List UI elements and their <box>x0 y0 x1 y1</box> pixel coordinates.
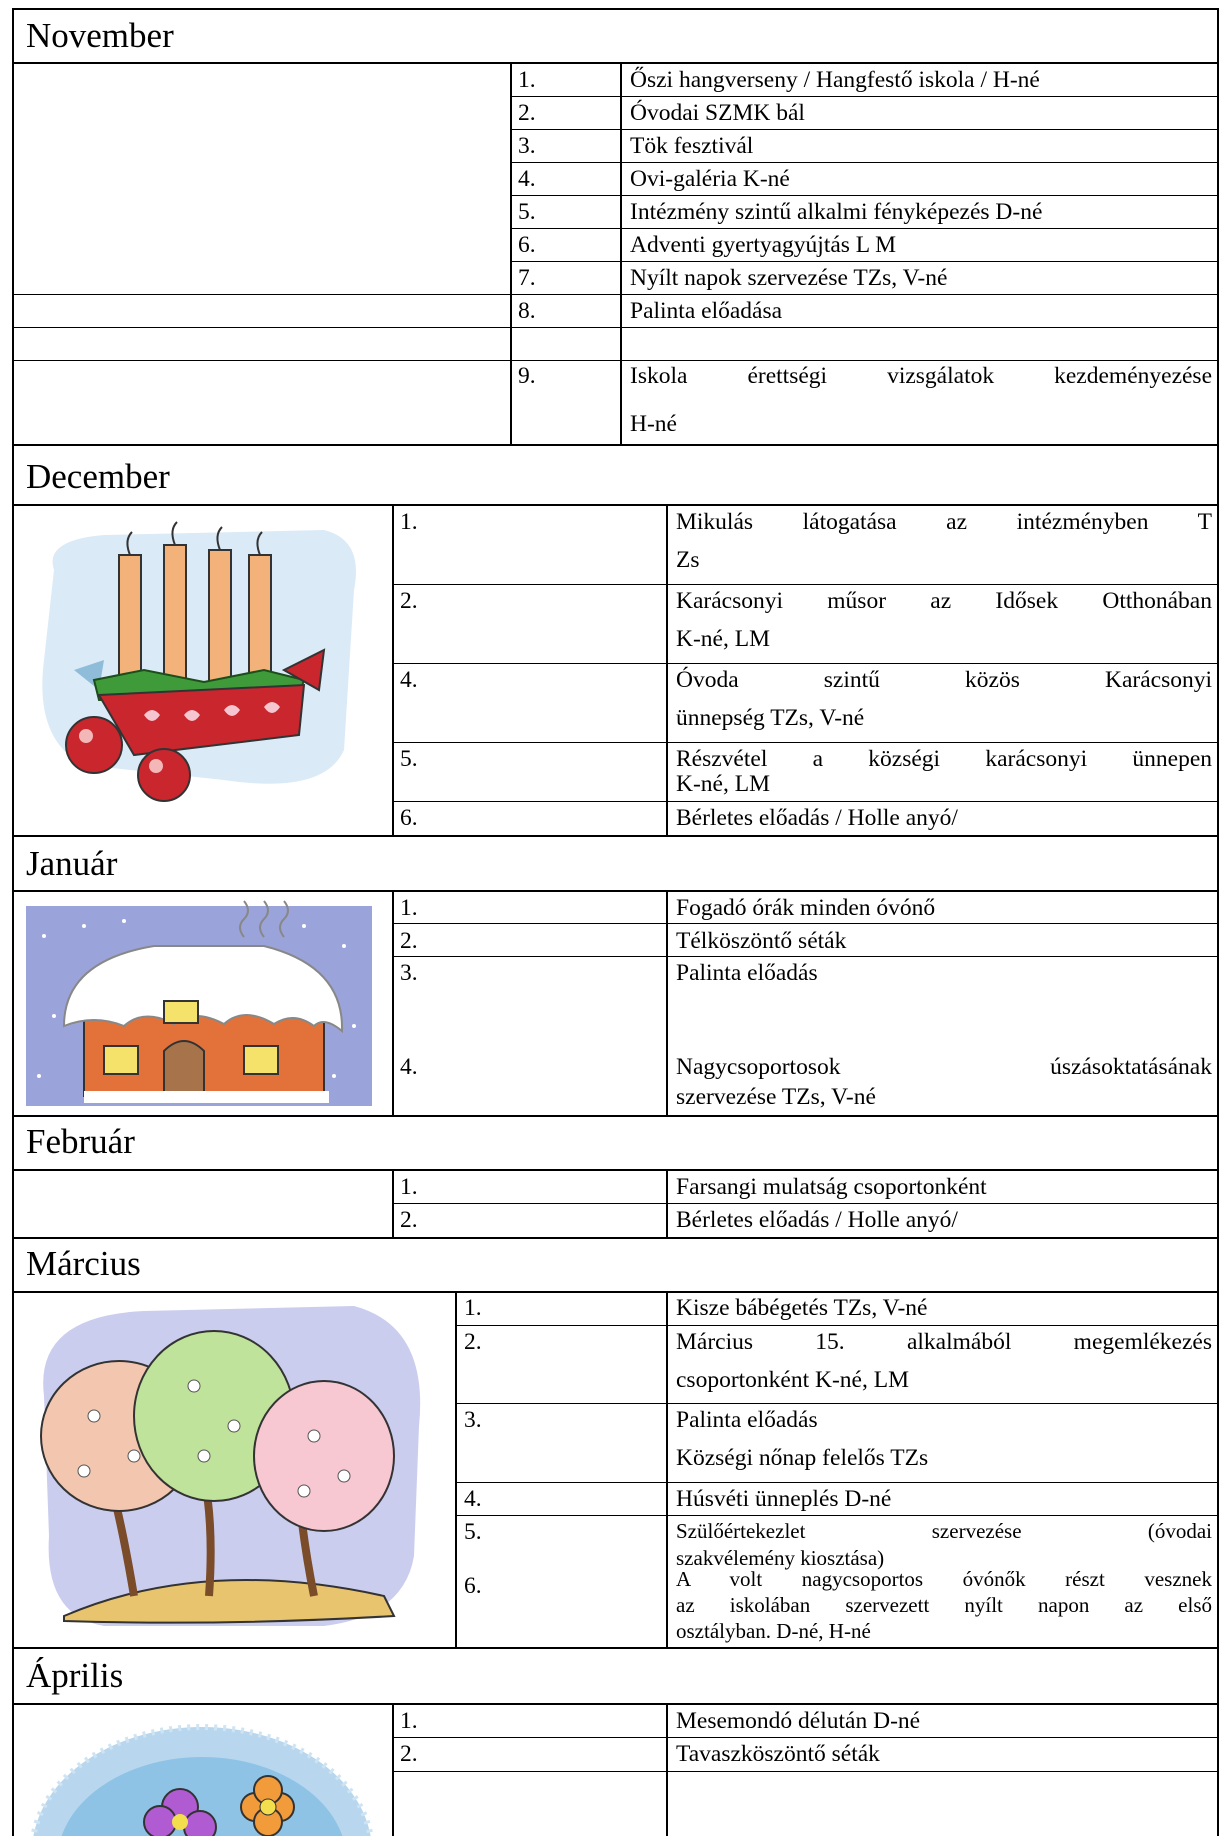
item-text: Március 15. alkalmából megemlékezés <box>676 1329 1212 1355</box>
item-text: Részvétel a községi karácsonyi ünnepen <box>676 746 1212 772</box>
item-text-line2: csoportonként K-né, LM <box>676 1367 909 1393</box>
item-text: Óvoda szintű közös Karácsonyi <box>676 667 1212 693</box>
winter-house-illustration <box>24 896 374 1108</box>
flower-illustration <box>30 1712 375 1836</box>
item-text: Bérletes előadás / Holle anyó/ <box>676 805 958 831</box>
item-text: Húsvéti ünneplés D-né <box>676 1486 892 1512</box>
item-number: 5. <box>464 1519 482 1545</box>
item-text: Palinta előadás <box>676 1407 818 1433</box>
item-text: Tavaszköszöntő séták <box>676 1741 880 1767</box>
item-text: Tök fesztivál <box>630 133 754 159</box>
item-number: 6. <box>400 805 418 831</box>
item-number: 5. <box>518 199 536 225</box>
item-number: 2. <box>400 928 418 954</box>
item-number: 1. <box>464 1295 482 1321</box>
month-heading-februar: Február <box>26 1122 135 1161</box>
item-number: 4. <box>400 667 418 693</box>
item-text-line2: szervezése TZs, V-né <box>676 1084 876 1110</box>
month-heading-aprilis: Április <box>26 1656 124 1695</box>
item-number: 5. <box>400 746 418 772</box>
month-heading-januar: Január <box>26 844 118 883</box>
item-text: Karácsonyi műsor az Idősek Otthonában <box>676 588 1212 614</box>
item-text: Mikulás látogatása az intézményben T <box>676 509 1212 535</box>
item-text: Palinta előadása <box>630 298 783 324</box>
item-text: Palinta előadás <box>676 960 818 986</box>
item-text: Adventi gyertyagyújtás L M <box>630 232 897 258</box>
item-number: 1. <box>400 509 418 535</box>
item-text: Fogadó órák minden óvónő <box>676 895 936 921</box>
item-text: Kisze bábégetés TZs, V-né <box>676 1295 928 1321</box>
month-heading-november: November <box>26 16 174 55</box>
item-text-line2: K-né, LM <box>676 626 770 652</box>
item-number: 1. <box>400 895 418 921</box>
item-text-line2: Zs <box>676 547 700 573</box>
item-text: Szülőértekezlet szervezése (óvodai <box>676 1519 1212 1543</box>
advent-candles-illustration <box>24 510 374 805</box>
item-number: 8. <box>518 298 536 324</box>
item-number: 3. <box>464 1407 482 1433</box>
item-text-line2: az iskolában szervezett nyílt napon az első <box>676 1593 1212 1617</box>
item-text-line2: szakvélemény kiosztása) <box>676 1546 885 1570</box>
item-number: 9. <box>518 363 536 389</box>
table-border-top <box>12 8 1219 10</box>
item-number: 6. <box>518 232 536 258</box>
item-text: Farsangi mulatság csoportonként <box>676 1174 987 1200</box>
item-number: 1. <box>400 1708 418 1734</box>
item-text: A volt nagycsoportos óvónők részt vesznek <box>676 1567 1212 1591</box>
item-text: Ovi-galéria K-né <box>630 166 790 192</box>
item-text: Őszi hangverseny / Hangfestő iskola / H-né <box>630 67 1040 93</box>
item-number: 7. <box>518 265 536 291</box>
table-border-left <box>12 8 14 1836</box>
item-number: 3. <box>518 133 536 159</box>
item-number: 2. <box>464 1329 482 1355</box>
item-text: Télköszöntő séták <box>676 928 847 954</box>
item-number: 1. <box>518 67 536 93</box>
month-heading-december: December <box>26 457 170 496</box>
item-number: 6. <box>464 1573 482 1599</box>
item-number: 4. <box>518 166 536 192</box>
item-number: 3. <box>400 960 418 986</box>
item-number: 2. <box>518 100 536 126</box>
item-number: 2. <box>400 1741 418 1767</box>
item-text-line2: H-né <box>630 411 677 437</box>
item-text: Bérletes előadás / Holle anyó/ <box>676 1207 958 1233</box>
item-text: Intézmény szintű alkalmi fényképezés D-né <box>630 199 1043 225</box>
item-text-line2: Községi nőnap felelős TZs <box>676 1445 929 1471</box>
item-number: 2. <box>400 1207 418 1233</box>
item-text: Óvodai SZMK bál <box>630 100 805 126</box>
item-number: 2. <box>400 588 418 614</box>
month-heading-marcius: Március <box>26 1244 141 1283</box>
item-text: Nyílt napok szervezése TZs, V-né <box>630 265 948 291</box>
item-number: 1. <box>400 1174 418 1200</box>
table-border-right <box>1217 8 1219 1836</box>
item-text: Mesemondó délután D-né <box>676 1708 921 1734</box>
item-text-line2: K-né, LM <box>676 771 770 797</box>
spring-trees-illustration <box>24 1296 444 1641</box>
item-text-line2: ünnepség TZs, V-né <box>676 705 865 731</box>
item-text: Iskola érettségi vizsgálatok kezdeményezése <box>630 363 1212 389</box>
item-text: Nagycsoportosok úszásoktatásának <box>676 1054 1212 1080</box>
item-number: 4. <box>464 1486 482 1512</box>
item-number: 4. <box>400 1054 418 1080</box>
item-text-line3: osztályban. D-né, H-né <box>676 1619 871 1643</box>
